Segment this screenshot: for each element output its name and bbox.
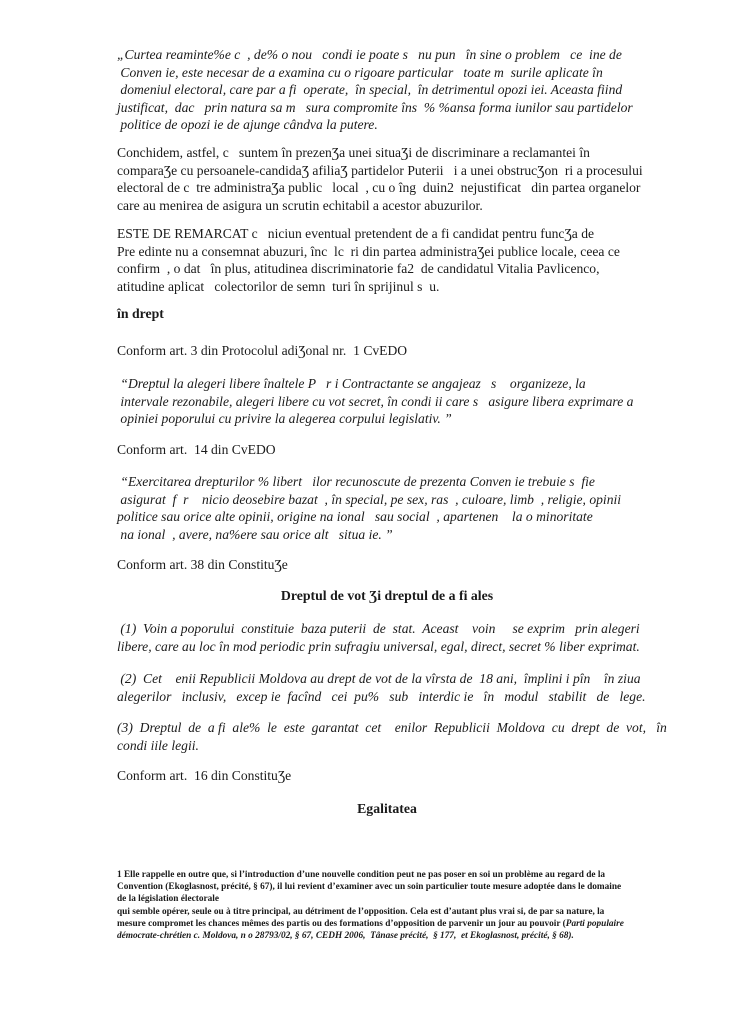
text-line: condi iile legii. bbox=[117, 737, 199, 753]
text-line: confirm , o dat în plus, atitudinea discriminatorie fa2 de candidatul Vitalia Pavlicenco, bbox=[117, 261, 600, 277]
article-38-item-1 bbox=[117, 620, 657, 655]
text-line: “Exercitarea drepturilor % libert ilor recunoscute de prezenta Conven ie trebuie s fie bbox=[117, 474, 595, 489]
text-line: „Curtea reaminte%e c , de% o nou condi ie poate s nu pun în sine o problem ce ine de bbox=[117, 47, 622, 62]
paragraph-remark bbox=[117, 225, 657, 295]
text-line: na ional , avere, na%ere sau orice alt situa ie. ” bbox=[117, 526, 393, 542]
text-line: politice sau orice alte opinii, origine na ional sau social , apartenen la o minoritate bbox=[117, 509, 593, 525]
text-line: alegerilor inclusiv, excep ie facînd cei pu% sub interdic ie în modul stabilit de lege. bbox=[117, 688, 646, 704]
case-name-italic: Parti populaire bbox=[565, 918, 624, 929]
reference-text: Conform art. 38 din ConstituƷe bbox=[117, 557, 288, 572]
footnote-line: démocrate-chrétien c. Moldova, n o 28793/02, § 67, CEDH 2006, Tânase précité, § 177, et Ekoglasnost, précité, § 68). bbox=[117, 931, 574, 942]
article-16-heading: Egalitatea bbox=[357, 801, 417, 816]
reference-art14 bbox=[117, 441, 657, 459]
text-line: intervale rezonabile, alegeri libere cu vot secret, în condi ii care s asigure libera exprimare a bbox=[117, 393, 634, 409]
text-line: atitudine aplicat colectorilor de semn turi în sprijinul s u. bbox=[117, 278, 440, 294]
footnote-line: de la législation électorale bbox=[117, 894, 219, 905]
quote-art3 bbox=[117, 375, 657, 428]
reference-text: Conform art. 16 din ConstituƷe bbox=[117, 768, 292, 783]
text-line: (2) Cet enii Republicii Moldova au drept de vot de la vîrsta de 18 ani, împlini i pîn în ziua bbox=[117, 671, 641, 686]
text-line: (3) Dreptul de a fi ale% le este garantat cet enilor Republicii Moldova cu drept de vot, în bbox=[117, 720, 667, 735]
article-38-item-3 bbox=[117, 719, 667, 754]
text-line: Conchidem, astfel, c suntem în prezenƷa unei situaƷi de discriminare a reclamantei în bbox=[117, 145, 590, 160]
article-38-item-2 bbox=[117, 670, 657, 705]
text-line: asigurat f r nicio deosebire bazat , în special, pe sex, ras , culoare, limb , religie, opinii bbox=[117, 491, 622, 507]
reference-text: Conform art. 14 din CvEDO bbox=[117, 442, 276, 457]
text-line: electoral de c tre administraƷa public local , cu o îng duin2 nejustificat din partea organelor bbox=[117, 180, 641, 196]
quote-art14 bbox=[117, 473, 657, 543]
quote-intro bbox=[117, 46, 657, 134]
footnote-line: Convention (Ekoglasnost, précité, § 67), il lui revient d’examiner avec un soin particulier toute mesure adoptée dans le domaine bbox=[117, 882, 622, 893]
text-line: (1) Voin a poporului constituie baza puterii de stat. Aceast voin se exprim prin alegeri bbox=[117, 621, 640, 636]
reference-text: Conform art. 3 din Protocolul adiƷonal nr. 1 CvEDO bbox=[117, 343, 408, 358]
text-line: justificat, dac prin natura sa m sura compromite îns % %ansa forma iunilor sau partidelor bbox=[117, 99, 633, 115]
text-line: comparaƷe cu persoanele-candidaƷ afiliaƷ partidelor Puterii i a unei obstrucƷon ri a procesului bbox=[117, 162, 643, 178]
text-line: libere, care au loc în mod periodic prin sufragiu universal, egal, direct, secret % liber exprimat. bbox=[117, 638, 640, 654]
article-38-heading: Dreptul de vot Ʒi dreptul de a fi ales bbox=[280, 588, 494, 603]
text-line: domeniul electoral, care par a fi operate, în special, în detrimentul opozi iei. Aceasta fiind bbox=[117, 82, 623, 98]
section-heading: în drept bbox=[117, 306, 164, 321]
footnote-line: qui semble opérer, seule ou à titre principal, au détriment de l’opposition. Cela est d’autant plus vrai si, de par sa nature, la bbox=[117, 906, 605, 917]
text-line: care au menirea de asigura un scrutin echitabil a acestor abuzurilor. bbox=[117, 197, 483, 213]
text-line: Pre edinte nu a consemnat abuzuri, înc lc ri din partea administraƷei publice locale, ceea ce bbox=[117, 243, 620, 259]
reference-art16 bbox=[117, 767, 657, 785]
footnote-line: 1 Elle rappelle en outre que, si l’introduction d’une nouvelle condition peut ne pas poser en soi un problème au regard de la bbox=[117, 870, 606, 880]
reference-art38 bbox=[117, 556, 657, 574]
text-line: Conven ie, este necesar de a examina cu o rigoare particular toate m surile aplicate în bbox=[117, 64, 603, 80]
text-line: ESTE DE REMARCAT c niciun eventual pretendent de a fi candidat pentru funcƷa de bbox=[117, 226, 595, 241]
footnote bbox=[117, 869, 677, 942]
reference-art3 bbox=[117, 342, 657, 360]
paragraph-conclusion bbox=[117, 144, 657, 214]
footnote-text: mesure compromet les chances mêmes des partis ou des formations d’opposition de parvenir un jour au pouvoir ( bbox=[117, 918, 566, 929]
text-line: opiniei poporului cu privire la alegerea corpului legislativ. ” bbox=[117, 411, 452, 427]
footnote-line bbox=[117, 918, 677, 930]
text-line: politice de opozi ie de ajunge cândva la putere. bbox=[117, 117, 378, 133]
text-line: “Dreptul la alegeri libere înaltele P r i Contractante se angajeaz s organizeze, la bbox=[117, 376, 586, 391]
